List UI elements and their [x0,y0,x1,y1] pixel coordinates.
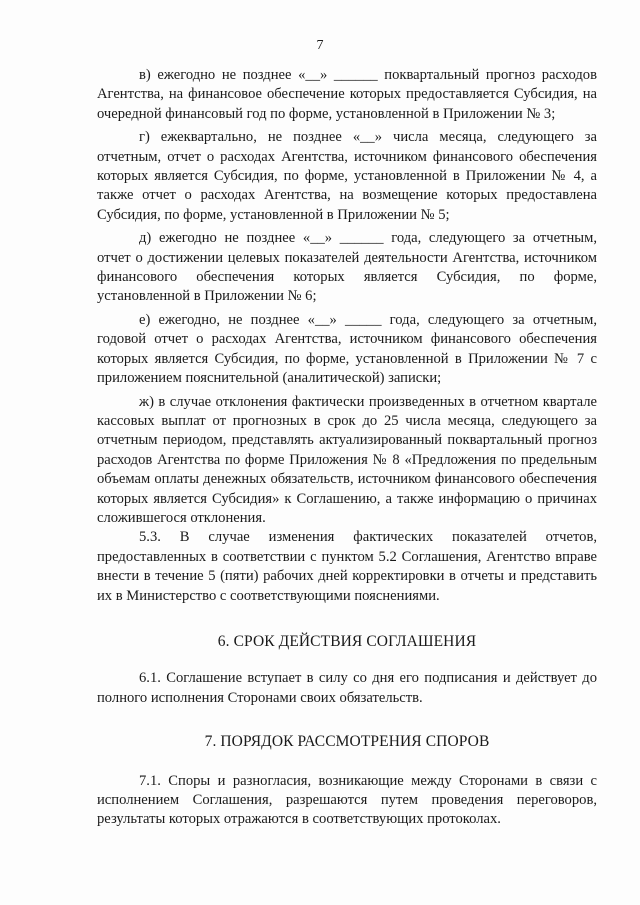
clause-6-1: 6.1. Соглашение вступает в силу со дня его подписания и действует до полного исполнения Сторонами своих обязательств. [97,670,597,706]
page-number: 7 [316,38,324,53]
document-body [97,66,597,830]
clause-7-1: 7.1. Споры и разногласия, возникающие между Сторонами в связи с исполнением Соглашения, разрешаются путем проведения переговоров, результаты которых отражаются в соответствующих протоколах. [97,772,597,828]
section-6-heading: 6. СРОК ДЕЙСТВИЯ СОГЛАШЕНИЯ [217,632,477,650]
section-7-heading: 7. ПОРЯДОК РАССМОТРЕНИЯ СПОРОВ [204,733,490,751]
clause-5-2-e: е) ежегодно, не позднее «__» _____ года, следующего за отчетным, годовой отчет о расходах Агентства, источником финансового обеспечения которых является Субсидия, по форме, установленной в Приложении № 7 с приложением пояснительной (аналитической) записки; [97,311,597,387]
clause-5-2-v: в) ежегодно не позднее «__» ______ поквартальный прогноз расходов Агентства, на финансовое обеспечение которых предоставляется Субсидия, на очередной финансовый год по форме, установленной в Приложении № 3; [97,67,597,122]
clause-5-2-d: д) ежегодно не позднее «__» ______ года, следующего за отчетным, отчет о достижении целевых показателей деятельности Агентства, источником финансового обеспечения которых является Субсидия, по форме, установленной в Приложении № 6; [97,230,597,305]
clause-5-2-zh: ж) в случае отклонения фактически произведенных в отчетном квартале кассовых выплат от прогнозных в срок до 25 числа месяца, следующего за отчетным периодом, представлять актуализированный поквартальный прогноз расходов Агентства по форме Приложения № 8 «Предложения по предельным объемам оплаты денежных обязательств, источником финансового обеспечения которых является Субсидия» к Соглашению, а также информацию о причинах сложившегося отклонения. [97,393,597,526]
clause-5-3: 5.3. В случае изменения фактических показателей отчетов, предоставленных в соответствии с пунктом 5.2 Соглашения, Агентство вправе внести в течение 5 (пяти) рабочих дней корректировки в отчеты и представить их в Министерство с соответствующими пояснениями. [97,529,597,604]
clause-5-2-g: г) ежеквартально, не позднее «__» числа месяца, следующего за отчетным, отчет о расходах Агентства, источником финансового обеспечения которых является Субсидия, по форме, установленной в Приложении № 4, а также отчет о расходах Агентства, на возмещение которых предоставлена Субсидия, по форме, установленной в Приложении № 5; [97,129,597,223]
